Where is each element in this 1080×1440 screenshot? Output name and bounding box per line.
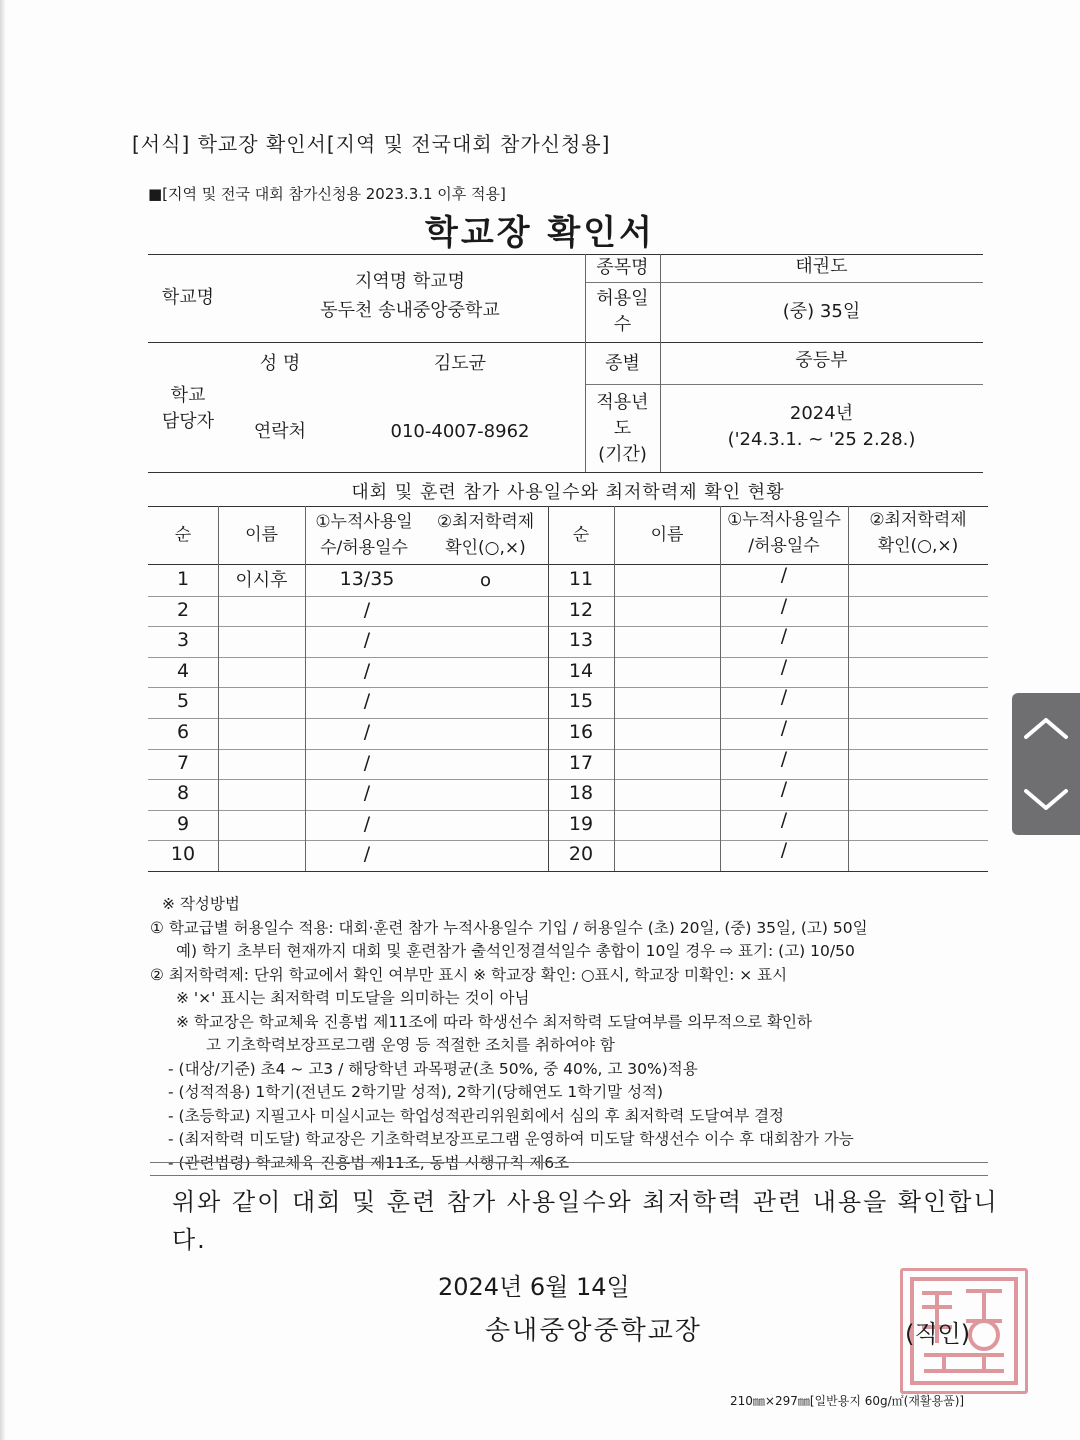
event-value: 태권도 [795,256,848,278]
period-label-1: 적용년 [596,392,649,414]
school-value-header: 지역명 학교명 [354,271,466,293]
form-label: [서식] 학교장 확인서[지역 및 전국대회 참가신청용] [132,132,611,156]
row-number: 4 [176,660,190,682]
row-number: 7 [176,752,190,774]
days-used: / [363,813,371,835]
issue-date: 2024년 6월 14일 [438,1273,630,1301]
row-divider [148,840,988,841]
athlete-name [218,660,305,686]
row-number: 20 [568,843,594,865]
info-line [585,282,983,283]
row-divider [148,718,988,719]
header-days2-1: ①누적사용일수 [727,509,841,530]
col-divider [848,506,849,871]
staff-label-2: 담당자 [161,411,215,433]
note-line: ※ '×' 표시는 최저학력 미도달을 의미하는 것이 아님 [176,989,530,1007]
page-up-button[interactable] [1012,693,1080,763]
header-check-1: ②최저학력제 [436,511,535,532]
days-used: / [363,752,371,774]
row-number: 18 [568,782,594,804]
row-number: 9 [176,813,190,835]
row-number: 8 [176,782,190,804]
days-used: / [780,625,788,647]
allowed-days-label-2: 수 [613,314,632,336]
min-academic-check [423,660,548,686]
header-seq: 순 [174,524,192,545]
note-line: - (최저학력 미도달) 학교장은 기초학력보장프로그램 운영하여 미도달 학생선수 이수 후 대회참가 가능 [168,1130,854,1148]
contact-label: 연락처 [253,421,307,443]
row-divider [148,626,988,627]
chevron-down-icon [1022,787,1070,813]
row-number: 6 [176,721,190,743]
period-label-2: 도 [613,418,632,440]
min-academic-check [423,599,548,625]
status-top-line [148,506,988,507]
note-line: 예) 학기 초부터 현재까지 대회 및 훈련참가 출석인정결석일수 총합이 10일 경우 ⇨ 표기: (고) 10/50 [176,942,855,960]
row-number: 12 [568,599,594,621]
min-academic-check [423,690,548,716]
days-used: / [780,717,788,739]
note-line: ① 학교급별 허용일수 적용: 대회·훈련 참가 누적사용일수 기입 / 허용일수 (초) 20일, (중) 35일, (고) 50일 [150,918,868,937]
principal-name: 송내중앙중학교장 [485,1316,702,1346]
header-days-1: ①누적사용일 [315,511,413,532]
chevron-up-icon [1022,715,1070,741]
note-line: ※ 학교장은 학교체육 진흥법 제11조에 따라 학생선수 최저학력 도달여부를 의무적으로 확인하 [176,1012,812,1031]
row-divider [148,596,988,597]
athlete-name [218,599,305,625]
school-name: 동두천 송내중앙중학교 [320,300,500,322]
header-name: 이름 [245,524,278,545]
row-number: 11 [568,568,594,590]
athlete-name [218,752,305,778]
school-label: 학교명 [161,287,215,309]
note-line: 고 기초학력보장프로그램 운영 등 적절한 조치를 취하여야 함 [206,1036,615,1054]
days-used: / [780,839,788,861]
row-divider [148,749,988,750]
header-seq-2: 순 [572,524,590,545]
days-used: / [780,686,788,708]
athlete-name [218,813,305,839]
days-used: 13/35 [339,568,395,590]
row-number: 1 [176,568,190,590]
min-academic-check [423,813,548,839]
divider-line [150,1175,988,1176]
row-divider [148,657,988,658]
min-academic-check: o [479,570,491,592]
status-header-line [148,564,988,565]
row-number: 15 [568,690,594,712]
days-used: / [780,748,788,770]
athlete-name [218,690,305,716]
athlete-name: 이시후 [235,570,288,592]
note-line: - (성적적용) 1학기(전년도 2학기말 성적), 2학기(당해연도 1학기말 성적) [168,1083,664,1101]
header-days2-2: /허용일수 [748,535,820,556]
row-number: 10 [170,843,196,865]
days-used: / [363,782,371,804]
note-line: ② 최저학력제: 단위 학교에서 확인 여부만 표시 ※ 학교장 확인: ○표시, 학교장 미확인: × 표시 [150,965,788,984]
days-used: / [363,843,371,865]
note-line: - (관련법령) 학교체육 진흥법 제11조, 동법 시행규칙 제6조 [168,1153,570,1172]
days-used: / [363,599,371,621]
row-number: 14 [568,660,594,682]
header-check2-2: 확인(○,×) [877,535,959,556]
applicability-note: ■[지역 및 전국 대회 참가신청용 2023.3.1 이후 적용] [148,185,506,203]
period-year: 2024년 [789,403,854,425]
days-used: / [363,721,371,743]
days-used: / [780,778,788,800]
event-label: 종목명 [596,257,649,279]
days-used: / [363,660,371,682]
athlete-name [218,843,305,869]
name-label: 성 명 [259,353,301,375]
days-used: / [780,809,788,831]
period-range: ('24.3.1. ~ '25 2.28.) [727,429,916,451]
row-number: 13 [568,629,594,651]
min-academic-check [423,721,548,747]
page-nav-panel [1012,693,1080,835]
page-down-button[interactable] [1012,765,1080,835]
allowed-days-label-1: 허용일 [596,288,649,310]
paper-spec: 210㎜×297㎜[일반용지 60g/㎡(재활용품)] [730,1394,965,1408]
document-title: 학교장 확인서 [425,213,655,253]
info-bottom-line [148,472,983,473]
status-bottom-line [148,871,988,872]
min-academic-check [423,782,548,808]
row-number: 3 [176,629,190,651]
min-academic-check [423,629,548,655]
contact-value: 010-4007-8962 [390,421,530,443]
athlete-name [218,721,305,747]
header-check2-1: ②최저학력제 [869,509,967,530]
days-used: / [780,656,788,678]
row-number: 5 [176,690,190,712]
row-divider [148,687,988,688]
header-name-2: 이름 [650,524,684,545]
division-value: 중등부 [795,350,848,372]
row-number: 16 [568,721,594,743]
header-days-2: 수/허용일수 [320,537,408,558]
athlete-name [218,629,305,655]
row-divider [148,810,988,811]
status-table-title: 대회 및 훈련 참가 사용일수와 최저학력제 확인 현황 [351,482,785,503]
note-line: - (대상/기준) 초4 ~ 고3 / 해당학년 과목평균(초 50%, 중 40%, 고 30%)적용 [168,1059,698,1078]
min-academic-check [423,843,548,869]
days-used: / [780,564,788,586]
info-line [148,342,983,343]
allowed-days-value: (중) 35일 [782,301,861,323]
row-number: 17 [568,752,594,774]
note-line: - (초등학교) 지필고사 미실시교는 학업성적관리위원회에서 심의 후 최저학력 도달여부 결정 [168,1106,785,1125]
info-line [585,384,983,385]
days-used: / [363,629,371,651]
days-used: / [780,595,788,617]
min-academic-check [423,752,548,778]
division-label: 종별 [605,353,640,375]
header-check-2: 확인(○,×) [445,537,526,558]
seal-label: (직인) [905,1320,971,1348]
row-number: 2 [176,599,190,621]
row-divider [148,779,988,780]
period-label-3: (기간) [598,444,647,466]
staff-label-1: 학교 [170,385,206,407]
row-number: 19 [568,813,594,835]
divider-line [150,1162,988,1163]
confirmation-statement: 위와 같이 대회 및 훈련 참가 사용일수와 최저학력 관련 내용을 확인합니다. [172,1188,999,1254]
notes-heading: ※ 작성방법 [162,895,240,913]
athlete-name [218,782,305,808]
col-divider [305,506,306,871]
days-used: / [363,690,371,712]
writing-instructions [150,893,1000,1175]
staff-name: 김도균 [433,353,487,375]
